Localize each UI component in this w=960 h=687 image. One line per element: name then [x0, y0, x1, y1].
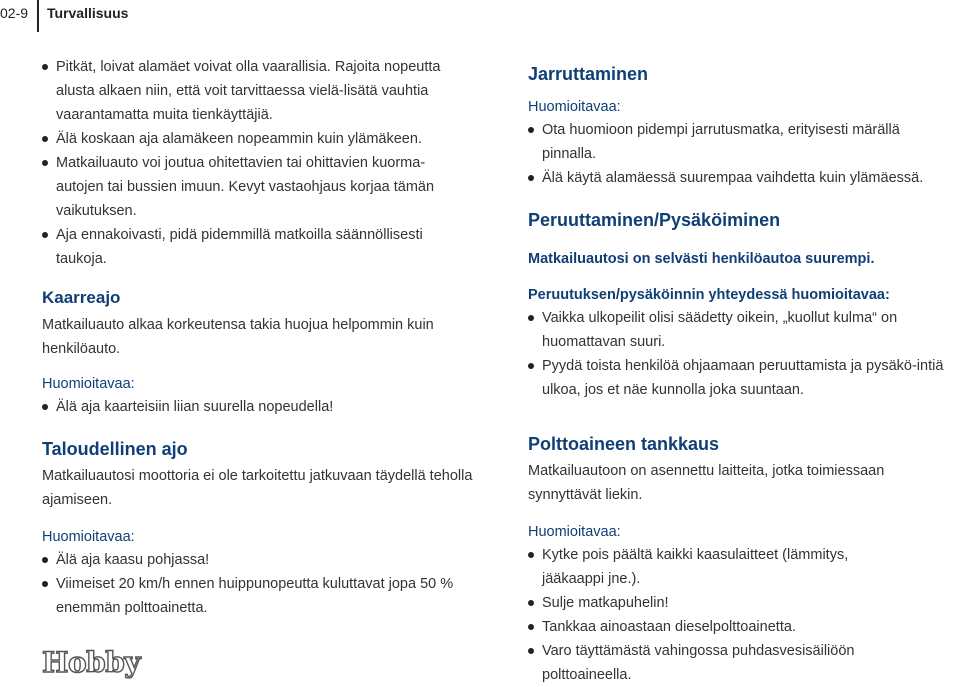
bullet-icon [528, 600, 534, 606]
list-item: Varo täyttämästä vahingossa puhdasvesisäiliöön polttoaineella. [528, 639, 908, 687]
list-item: Pitkät, loivat alamäet voivat olla vaarallisia. Rajoita nopeutta alusta alkaen niin, että voit tarvittaessa vielä-lisätä vauhtia vaarantamatta muita tienkäyttäjiä. [42, 55, 472, 127]
list-item: Tankkaa ainoastaan dieselpolttoainetta. [528, 615, 908, 639]
polttoaine-list [528, 543, 908, 687]
header-divider [37, 0, 39, 32]
bullet-icon [42, 581, 48, 587]
section-text-polttoaine: Matkailuautoon on asennettu laitteita, jotka toimiessaan synnyttävät liekin. [528, 463, 885, 503]
list-item: Sulje matkapuhelin! [528, 591, 908, 615]
bullet-icon [42, 404, 48, 410]
list-item: Älä koskaan aja alamäkeen nopeammin kuin ylämäkeen. [42, 127, 472, 151]
bullet-icon [42, 64, 48, 70]
list-item: Älä aja kaarteisiin liian suurella nopeudella! [42, 395, 482, 419]
bullet-icon [528, 363, 534, 369]
note-heading: Huomioitavaa: [528, 99, 621, 115]
bullet-icon [42, 557, 48, 563]
section-title: Turvallisuus [47, 5, 129, 21]
peruuttaminen-list [528, 306, 948, 402]
list-item: Pyydä toista henkilöä ohjaamaan peruuttamista ja pysäkö-intiä ulkoa, jos et näe kunnolla joka suuntaan. [528, 354, 948, 402]
section-bold-text: Matkailuautosi on selvästi henkilöautoa suurempi. [528, 251, 875, 267]
right-column [528, 62, 948, 687]
section-heading-kaarreajo: Kaarreajo [42, 288, 121, 307]
note-heading: Huomioitavaa: [42, 376, 135, 392]
bullet-icon [42, 232, 48, 238]
bullet-icon [528, 648, 534, 654]
section-heading-peruuttaminen: Peruuttaminen/Pysäköiminen [528, 210, 781, 230]
section-heading-taloudellinen: Taloudellinen ajo [42, 439, 188, 459]
taloudellinen-list [42, 548, 462, 620]
bullet-icon [528, 315, 534, 321]
section-heading-jarruttaminen: Jarruttaminen [528, 64, 649, 84]
list-item: Ota huomioon pidempi jarrutusmatka, erityisesti märällä pinnalla. [528, 118, 948, 166]
page-header [0, 0, 960, 32]
list-item: Viimeiset 20 km/h ennen huippunopeutta kuluttavat jopa 50 % enemmän polttoainetta. [42, 572, 462, 620]
bullet-icon [528, 127, 534, 133]
list-item: Kytke pois päältä kaikki kaasulaitteet (lämmitys, jääkaappi jne.). [528, 543, 908, 591]
list-item: Matkailuauto voi joutua ohitettavien tai ohittavien kuorma-autojen tai bussien imuun. Kevyt vastaohjaus korjaa tämän vaikutuksen. [42, 151, 472, 223]
list-item: Älä aja kaasu pohjassa! [42, 548, 462, 572]
section-heading-polttoaine: Polttoaineen tankkaus [528, 434, 720, 454]
hobby-logo: Hobby [42, 646, 141, 679]
bullet-icon [528, 624, 534, 630]
list-item: Aja ennakoivasti, pidä pidemmillä matkoilla säännöllisesti taukoja. [42, 223, 472, 271]
note-heading: Peruutuksen/pysäköinnin yhteydessä huomioitavaa: [528, 287, 890, 303]
list-item: Älä käytä alamäessä suurempaa vaihdetta kuin ylämäessä. [528, 166, 948, 190]
left-column [42, 55, 482, 620]
bullet-icon [528, 552, 534, 558]
section-text-taloudellinen: Matkailuautosi moottoria ei ole tarkoitettu jatkuvaan täydellä teholla ajamiseen. [42, 468, 473, 508]
bullet-icon [42, 136, 48, 142]
page-number: 02-9 [0, 5, 29, 21]
bullet-icon [528, 175, 534, 181]
intro-list [42, 55, 472, 271]
section-text-kaarreajo: Matkailuauto alkaa korkeutensa takia huojua helpommin kuin henkilöauto. [42, 317, 434, 357]
jarruttaminen-list [528, 118, 948, 190]
kaarreajo-list [42, 395, 482, 419]
bullet-icon [42, 160, 48, 166]
list-item: Vaikka ulkopeilit olisi säädetty oikein, „kuollut kulma“ on huomattavan suuri. [528, 306, 948, 354]
note-heading: Huomioitavaa: [42, 529, 135, 545]
note-heading: Huomioitavaa: [528, 524, 621, 540]
